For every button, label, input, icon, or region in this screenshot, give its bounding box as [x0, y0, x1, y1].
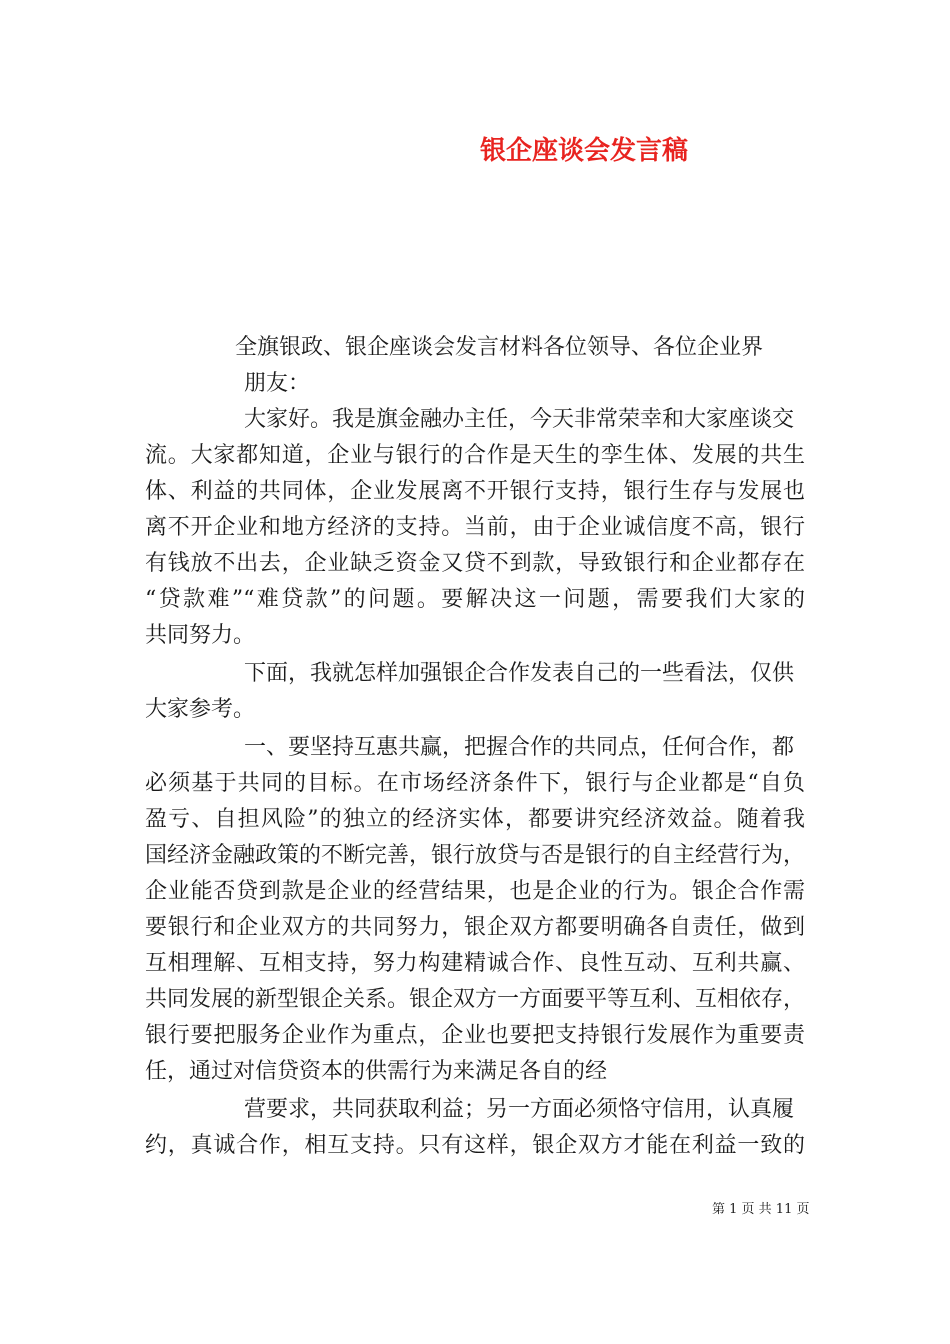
body-line: 全旗银政、银企座谈会发言材料各位领导、各位企业界: [235, 335, 764, 360]
body-line: 要银行和企业双方的共同努力，银企双方都要明确各自责任，做到: [145, 915, 805, 940]
body-line: 约，真诚合作，相互支持。只有这样，银企双方才能在利益一致的: [145, 1133, 805, 1158]
body-line: 企业能否贷到款是企业的经营结果，也是企业的行为。银企合作需: [145, 879, 805, 904]
body-line: 必须基于共同的目标。在市场经济条件下，银行与企业都是“自负: [145, 771, 805, 796]
document-title: 银企座谈会发言稿: [480, 136, 689, 166]
body-line: 一、要坚持互惠共赢，把握合作的共同点，任何合作，都: [244, 735, 795, 760]
body-line: 银行要把服务企业作为重点，企业也要把支持银行发展作为重要责: [145, 1023, 805, 1048]
body-line: 有钱放不出去，企业缺乏资金又贷不到款，导致银行和企业都存在: [145, 551, 805, 576]
body-line: “贷款难”“难贷款”的问题。要解决这一问题，需要我们大家的: [145, 587, 805, 612]
body-line: 共同发展的新型银企关系。银企双方一方面要平等互利、互相依存，: [145, 987, 806, 1012]
body-line: 营要求，共同获取利益；另一方面必须恪守信用，认真履: [244, 1097, 795, 1122]
page-number: 第 1 页 共 11 页: [712, 1202, 810, 1217]
body-line: 国经济金融政策的不断完善，银行放贷与否是银行的自主经营行为，: [145, 843, 806, 868]
body-line: 任，通过对信贷资本的供需行为来满足各自的经: [145, 1059, 608, 1084]
body-line: 大家参考。: [145, 697, 256, 722]
body-line: 体、利益的共同体，企业发展离不开银行支持，银行生存与发展也: [145, 479, 805, 504]
body-line: 离不开企业和地方经济的支持。当前，由于企业诚信度不高，银行: [145, 515, 805, 540]
body-line: 流。大家都知道，企业与银行的合作是天生的孪生体、发展的共生: [145, 443, 805, 468]
body-line: 盈亏、自担风险”的独立的经济实体，都要讲究经济效益。随着我: [145, 807, 805, 832]
body-line: 共同努力。: [145, 623, 256, 648]
body-line: 大家好。我是旗金融办主任，今天非常荣幸和大家座谈交: [244, 407, 795, 432]
body-line: 互相理解、互相支持，努力构建精诚合作、良性互动、互利共赢、: [145, 951, 805, 976]
body-line: 下面，我就怎样加强银企合作发表自己的一些看法，仅供: [244, 661, 795, 686]
body-line: 朋友：: [244, 371, 311, 396]
